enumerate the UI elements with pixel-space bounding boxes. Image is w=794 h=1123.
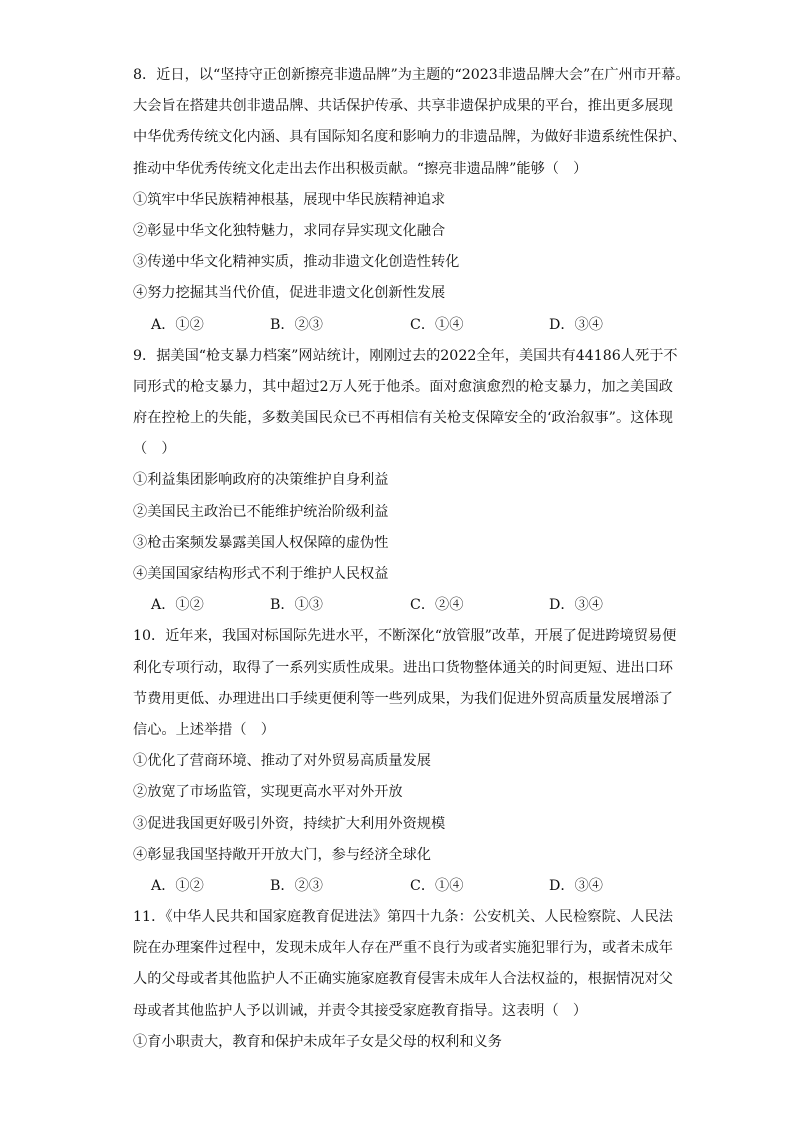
question-11-statement-1: ①育小职责大，教育和保护未成年子女是父母的权利和义务 — [133, 1033, 502, 1050]
question-9-stem-line-3: 府在控枪上的失能，多数美国民众已不再相信有关枪支保障安全的‘政治叙事”。这体现 — [133, 410, 673, 427]
question-11-stem-line-3: 人的父母或者其他监护人不正确实施家庭教育侵害未成年人合法权益的，根据情况对父 — [133, 971, 673, 988]
question-9-statement-1: ①利益集团影响政府的决策维护自身利益 — [133, 472, 389, 489]
question-list — [0, 60, 794, 1058]
question-10-options — [133, 871, 693, 902]
question-8-stem-line-1: 8．近日，以“坚持守正创新擦亮非遗品牌”为主题的“2023非遗品牌大会”在广州市开幕。 — [133, 67, 690, 83]
question-10-stem-line-2: 利化专项行动，取得了一系列实质性成果。进出口货物整体通关的时间更短、进出口环 — [133, 659, 673, 676]
question-11-stem-line-1: 11．《中华人民共和国家庭教育促进法》第四十九条：公安机关、人民检察院、人民法 — [133, 909, 673, 926]
question-9-statement-2: ②美国民主政治已不能维护统治阶级利益 — [133, 503, 389, 520]
question-11 — [0, 902, 794, 1058]
question-10-statement-1: ①优化了营商环境、推动了对外贸易高质量发展 — [133, 753, 431, 770]
question-8-option-b[interactable]: B．②③ — [270, 316, 323, 333]
question-10-statement-3: ③促进我国更好吸引外资，持续扩大利用外资规模 — [133, 815, 446, 832]
question-10-option-b[interactable]: B．②③ — [270, 877, 323, 894]
question-9-option-a[interactable]: A．①② — [151, 597, 204, 614]
question-8-option-a[interactable]: A．①② — [151, 316, 204, 333]
question-10-stem-line-1: 10．近年来，我国对标国际先进水平，不断深化“放管服”改革，开展了促进跨境贸易便 — [133, 628, 677, 645]
question-11-stem-line-2: 院在办理案件过程中，发现未成年人存在严重不良行为或者实施犯罪行为，或者未成年 — [133, 940, 673, 957]
question-8-stem-line-4: 推动中华优秀传统文化走出去作出积极贡献。“擦亮非遗品牌”能够（ ） — [133, 160, 588, 177]
question-10-option-a[interactable]: A．①② — [151, 877, 204, 894]
question-8-statement-2: ②彰显中华文化独特魅力，求同存异实现文化融合 — [133, 222, 446, 239]
question-8-option-c[interactable]: C．①④ — [410, 316, 464, 333]
question-10 — [0, 621, 794, 902]
question-9-option-c[interactable]: C．②④ — [410, 597, 464, 614]
question-11-stem-line-4: 母或者其他监护人予以训诫，并责令其接受家庭教育指导。这表明（ ） — [133, 1002, 588, 1019]
question-10-option-d[interactable]: D．③④ — [549, 877, 603, 894]
question-9-option-b[interactable]: B．①③ — [270, 597, 323, 614]
question-8 — [0, 60, 794, 341]
question-9-statement-3: ③枪击案频发暴露美国人权保障的虚伪性 — [133, 534, 389, 551]
question-8-statement-4: ④努力挖掘其当代价值，促进非遗文化创新性发展 — [133, 285, 446, 302]
question-10-stem-line-4: 信心。上述举措（ ） — [133, 721, 275, 738]
question-9-option-d[interactable]: D．③④ — [549, 597, 603, 614]
question-8-stem-line-2: 大会旨在搭建共创非遗品牌、共话保护传承、共享非遗保护成果的平台，推出更多展现 — [133, 98, 673, 115]
question-9-stem-line-2: 同形式的枪支暴力，其中超过2万人死于他杀。面对愈演愈烈的枪支暴力，加之美国政 — [133, 378, 673, 395]
question-9-options — [133, 590, 693, 621]
question-10-stem-line-3: 节费用更低、办理进出口手续更便利等一些列成果，为我们促进外贸高质量发展增添了 — [133, 690, 673, 707]
question-9-stem-line-4: （ ） — [133, 441, 176, 458]
question-9-stem-line-1: 9．据美国“枪支暴力档案”网站统计，刚刚过去的2022全年，美国共有44186人死于不 — [133, 347, 678, 364]
question-9 — [0, 341, 794, 622]
question-8-option-d[interactable]: D．③④ — [549, 316, 603, 333]
question-10-statement-4: ④彰显我国坚持敞开开放大门，参与经济全球化 — [133, 846, 431, 863]
question-8-statement-3: ③传递中华文化精神实质，推动非遗文化创造性转化 — [133, 254, 460, 271]
question-8-statement-1: ①筑牢中华民族精神根基，展现中华民族精神追求 — [133, 191, 446, 208]
question-8-stem-line-3: 中华优秀传统文化内涵、具有国际知名度和影响力的非遗品牌，为做好非遗系统性保护、 — [133, 129, 687, 146]
question-8-options — [133, 310, 693, 341]
question-10-option-c[interactable]: C．①④ — [410, 877, 464, 894]
question-10-statement-2: ②放宽了市场监管，实现更高水平对外开放 — [133, 784, 403, 801]
question-9-statement-4: ④美国国家结构形式不利于维护人民权益 — [133, 566, 389, 582]
